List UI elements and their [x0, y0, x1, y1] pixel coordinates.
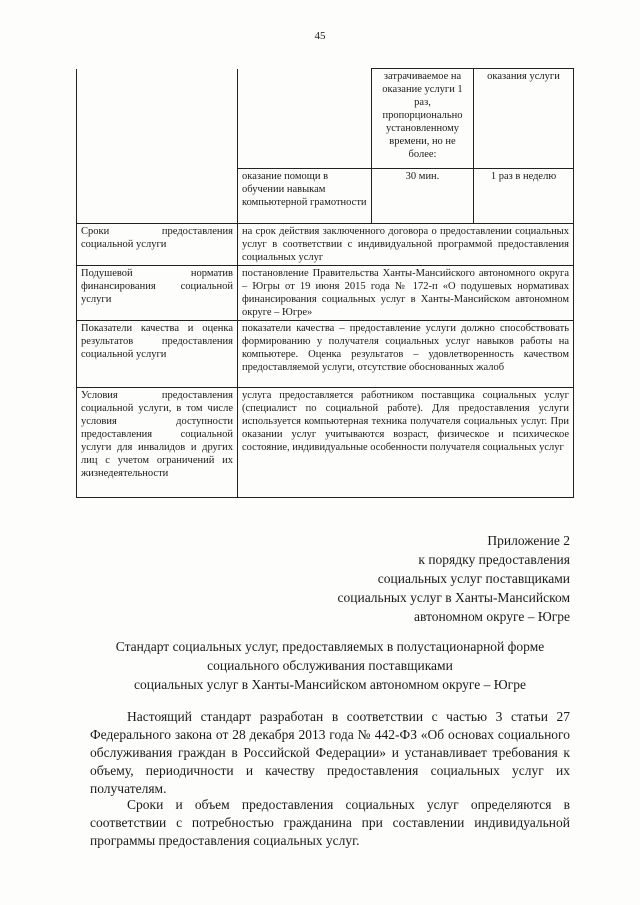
table-cell: затрачиваемое на оказание услуги 1 раз, пропорционально установленному времени, но не более:	[372, 69, 474, 169]
row-label: Сроки предоставления социальной услуги	[77, 224, 238, 266]
row-label: Показатели качества и оценка результатов предоставления социальной услуги	[77, 321, 238, 388]
table-cell: оказания услуги	[474, 69, 574, 169]
document-title	[60, 637, 600, 694]
appendix-line: социальных услуг в Ханты-Мансийском	[337, 590, 570, 605]
title-line: социальных услуг в Ханты-Мансийском автономном округе – Югре	[134, 677, 526, 692]
body-paragraph: Настоящий стандарт разработан в соответствии с частью 3 статьи 27 Федерального закона от 28 декабря 2013 года № 442-ФЗ «Об основах социального обслуживания граждан в Российской Федерации» и устанавливает требования к объему, периодичности и качеству предоставления социальных услуг их получателям.	[90, 709, 570, 796]
row-value: постановление Правительства Ханты-Мансийского автономного округа – Югры от 19 июня 2015 года № 172-п «О подушевых нормативах финансирования социальных услуг в Ханты-Мансийском автономном округе – Югре»	[238, 266, 574, 321]
appendix-title: Приложение 2	[487, 533, 570, 548]
row-value: на срок действия заключенного договора о предоставлении социальных услуг в соответствии с индивидуальной программой предоставления социальных услуг	[238, 224, 574, 266]
table-cell-empty	[238, 69, 372, 169]
row-value: услуга предоставляется работником поставщика социальных услуг (специалист по социальной работе). Для предоставления услуги используется компьютерная техника получателя социальных услуг. При оказании услуг учитываются возраст, физическое и психическое состояние, индивидуальные особенности получателя социальных услуг	[238, 388, 574, 498]
table-cell: 1 раз в неделю	[474, 169, 574, 224]
table-row	[77, 224, 574, 266]
table-cell: оказание помощи в обучении навыкам компьютерной грамотности	[238, 169, 372, 224]
title-line: социального обслуживания поставщиками	[207, 658, 453, 673]
service-standard-table	[76, 68, 574, 498]
table-cell: 30 мин.	[372, 169, 474, 224]
table-row	[77, 69, 574, 169]
table-row	[77, 388, 574, 498]
table-row	[77, 321, 574, 388]
row-value: показатели качества – предоставление услуги должно способствовать формированию у получателя социальных услуг навыков работы на компьютере. Оценка результатов – удовлетворенность качеством предоставляемой услуги, отсутствие обоснованных жалоб	[238, 321, 574, 388]
row-label: Условия предоставления социальной услуги, в том числе условия доступности предоставления социальной услуги для инвалидов и других лиц с учетом ограничений их жизнедеятельности	[77, 388, 238, 498]
appendix-line: автономном округе – Югре	[413, 609, 570, 624]
appendix-header	[338, 531, 571, 626]
table-row	[77, 169, 574, 224]
table-cell-empty	[77, 169, 238, 224]
body-paragraph: Сроки и объем предоставления социальных услуг определяются в соответствии с потребностью гражданина при составлении индивидуальной программы предоставления социальных услуг.	[90, 797, 570, 848]
table-cell-empty	[77, 69, 238, 169]
appendix-line: к порядку предоставления	[418, 552, 570, 567]
row-label: Подушевой норматив финансирования социальной услуги	[77, 266, 238, 321]
title-line: Стандарт социальных услуг, предоставляемых в полустационарной форме	[115, 639, 545, 654]
appendix-line: социальных услуг поставщиками	[377, 571, 570, 586]
page-number: 45	[314, 30, 326, 42]
table-row	[77, 266, 574, 321]
